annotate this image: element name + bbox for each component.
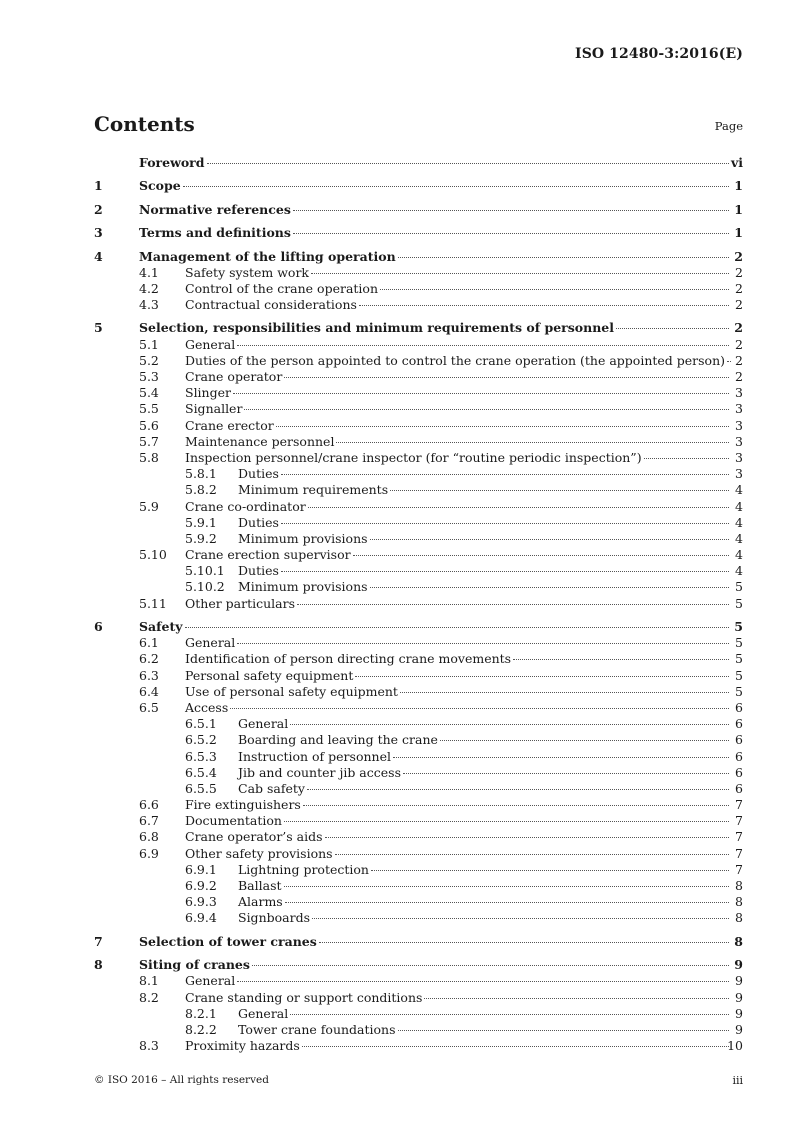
toc-entry-page: 2 bbox=[735, 297, 743, 313]
toc-entry[interactable] bbox=[94, 320, 743, 336]
toc-entry-number: 4.3 bbox=[139, 297, 159, 313]
toc-entry[interactable] bbox=[94, 990, 743, 1006]
dot-leader bbox=[285, 902, 729, 903]
toc-entry-title: Crane erector bbox=[185, 417, 274, 433]
toc-entry-title: Boarding and leaving the crane bbox=[238, 732, 438, 748]
dot-leader bbox=[237, 643, 729, 644]
dot-leader bbox=[319, 942, 729, 943]
dot-leader bbox=[281, 474, 729, 475]
toc-entry-page: 2 bbox=[735, 336, 743, 352]
toc-entry-title: Fire extinguishers bbox=[185, 797, 301, 813]
toc-entry-page: 5 bbox=[735, 651, 743, 667]
toc-entry[interactable] bbox=[94, 1038, 743, 1054]
toc-entry[interactable] bbox=[94, 202, 743, 218]
toc-entry-page: 4 bbox=[735, 563, 743, 579]
dot-leader bbox=[727, 361, 731, 362]
dot-leader bbox=[400, 692, 729, 693]
toc-entry-number: 5.2 bbox=[139, 352, 159, 368]
toc-entry-page: 10 bbox=[727, 1038, 743, 1054]
dot-leader bbox=[293, 233, 729, 234]
dot-leader bbox=[183, 186, 729, 187]
dot-leader bbox=[290, 1014, 729, 1015]
toc-entry[interactable] bbox=[94, 910, 743, 926]
dot-leader bbox=[290, 724, 729, 725]
toc-entry-page: 8 bbox=[735, 910, 743, 926]
toc-entry[interactable] bbox=[94, 934, 743, 950]
toc-entry-title: Selection of tower cranes bbox=[139, 933, 317, 949]
dot-leader bbox=[233, 393, 729, 394]
toc-entry-number: 5.10.2 bbox=[185, 579, 225, 595]
dot-leader bbox=[284, 821, 729, 822]
dot-leader bbox=[237, 981, 729, 982]
toc-entry[interactable] bbox=[94, 418, 743, 434]
toc-entry-page: 9 bbox=[735, 1005, 743, 1021]
toc-entry-title: Alarms bbox=[238, 894, 283, 910]
toc-entry-number: 5.11 bbox=[139, 595, 167, 611]
dot-leader bbox=[370, 587, 729, 588]
toc-entry-number: 6.5.3 bbox=[185, 748, 217, 764]
toc-entry-number: 4.1 bbox=[139, 264, 159, 280]
toc-entry-number: 6.9.1 bbox=[185, 861, 217, 877]
toc-entry[interactable] bbox=[94, 531, 743, 547]
dot-leader bbox=[325, 837, 729, 838]
toc-entry-title: Proximity hazards bbox=[185, 1038, 300, 1054]
toc-entry-page: 2 bbox=[735, 264, 743, 280]
toc-entry-title: Selection, responsibilities and minimum requirements of personnel bbox=[139, 320, 614, 336]
toc-entry[interactable] bbox=[94, 797, 743, 813]
toc-entry[interactable] bbox=[94, 1022, 743, 1038]
toc-entry-page: 4 bbox=[735, 498, 743, 514]
toc-entry[interactable] bbox=[94, 813, 743, 829]
toc-entry-page: 4 bbox=[735, 530, 743, 546]
toc-entry-title: Control of the crane operation bbox=[185, 280, 379, 296]
toc-entry[interactable] bbox=[94, 337, 743, 353]
toc-entry-page: 1 bbox=[734, 178, 743, 194]
toc-entry[interactable] bbox=[94, 957, 743, 973]
dot-leader bbox=[380, 289, 729, 290]
toc-entry-page: 8 bbox=[735, 894, 743, 910]
toc-entry-title: Identification of person directing crane movements bbox=[185, 651, 512, 667]
toc-entry-title: Documentation bbox=[185, 813, 282, 829]
toc-entry[interactable] bbox=[94, 482, 743, 498]
toc-entry-title: Crane erection supervisor bbox=[185, 547, 351, 563]
table-of-contents bbox=[94, 155, 743, 1054]
toc-entry-page: 6 bbox=[735, 716, 743, 732]
toc-entry-title: Contractual considerations bbox=[185, 297, 357, 313]
toc-entry-title: Lightning protection bbox=[238, 861, 369, 877]
toc-entry-number: 5 bbox=[94, 320, 103, 336]
dot-leader bbox=[312, 918, 729, 919]
toc-entry-number: 8.1 bbox=[139, 973, 159, 989]
toc-entry[interactable] bbox=[94, 249, 743, 265]
dot-leader bbox=[398, 1030, 729, 1031]
toc-entry-number: 6.7 bbox=[139, 813, 159, 829]
dot-leader bbox=[370, 539, 729, 540]
toc-entry[interactable] bbox=[94, 353, 743, 369]
toc-entry[interactable] bbox=[94, 596, 743, 612]
toc-entry-title: Crane standing or support conditions bbox=[185, 989, 423, 1005]
toc-entry-page: 6 bbox=[735, 748, 743, 764]
toc-entry-page: 9 bbox=[735, 1021, 743, 1037]
toc-entry-number: 8.2 bbox=[139, 989, 159, 1005]
toc-entry-page: 3 bbox=[735, 449, 743, 465]
dot-leader bbox=[230, 708, 729, 709]
toc-entry-page: 3 bbox=[735, 401, 743, 417]
toc-entry-number: 5.7 bbox=[139, 433, 159, 449]
toc-entry-title: Minimum requirements bbox=[238, 482, 389, 498]
toc-entry-page: 1 bbox=[734, 201, 743, 217]
toc-entry-number: 6.9.4 bbox=[185, 910, 217, 926]
toc-entry-title: Minimum provisions bbox=[238, 579, 368, 595]
toc-entry-title: General bbox=[185, 973, 236, 989]
toc-entry-page: 7 bbox=[735, 813, 743, 829]
toc-entry-number: 6.3 bbox=[139, 667, 159, 683]
toc-entry[interactable] bbox=[94, 579, 743, 595]
toc-entry-page: 4 bbox=[735, 547, 743, 563]
toc-entry-number: 5.9.2 bbox=[185, 530, 217, 546]
toc-entry-page: 6 bbox=[735, 780, 743, 796]
toc-entry-number: 3 bbox=[94, 225, 103, 241]
dot-leader bbox=[398, 257, 729, 258]
dot-leader bbox=[353, 555, 729, 556]
toc-entry-page: 4 bbox=[735, 482, 743, 498]
toc-entry[interactable] bbox=[94, 749, 743, 765]
toc-entry-title: Duties of the person appointed to control the crane operation (the appointed person) bbox=[185, 352, 726, 368]
toc-entry-number: 8.2.1 bbox=[185, 1005, 217, 1021]
toc-entry-title: Inspection personnel/crane inspector (for “routine periodic inspection”) bbox=[185, 449, 642, 465]
toc-entry-number: 6.9.2 bbox=[185, 878, 217, 893]
toc-entry-title: Foreword bbox=[139, 155, 205, 170]
toc-entry-title: Siting of cranes bbox=[139, 957, 250, 973]
dot-leader bbox=[207, 163, 730, 164]
toc-entry[interactable] bbox=[94, 178, 743, 194]
toc-entry[interactable] bbox=[94, 563, 743, 579]
dot-leader bbox=[297, 604, 729, 605]
toc-entry[interactable] bbox=[94, 155, 743, 171]
toc-entry-number: 8.2.2 bbox=[185, 1021, 217, 1037]
toc-entry-title: Duties bbox=[238, 514, 279, 530]
toc-entry-number: 5.8.2 bbox=[185, 482, 217, 498]
toc-entry-title: Normative references bbox=[139, 201, 291, 217]
toc-entry[interactable] bbox=[94, 973, 743, 989]
toc-entry-page: 2 bbox=[735, 280, 743, 296]
toc-entry-page: 5 bbox=[734, 619, 743, 634]
dot-leader bbox=[440, 740, 729, 741]
dot-leader bbox=[284, 377, 729, 378]
toc-entry[interactable] bbox=[94, 846, 743, 862]
document-identifier: ISO 12480-3:2016(E) bbox=[575, 46, 743, 62]
toc-entry-page: 9 bbox=[734, 957, 743, 973]
toc-entry[interactable] bbox=[94, 547, 743, 563]
dot-leader bbox=[336, 442, 729, 443]
toc-entry[interactable] bbox=[94, 894, 743, 910]
toc-entry-number: 7 bbox=[94, 933, 103, 949]
dot-leader bbox=[513, 659, 729, 660]
toc-entry-number: 5.6 bbox=[139, 417, 159, 433]
toc-entry[interactable] bbox=[94, 732, 743, 748]
toc-entry-page: 2 bbox=[735, 369, 743, 384]
toc-entry[interactable] bbox=[94, 385, 743, 401]
toc-entry-page: 8 bbox=[735, 878, 743, 893]
toc-entry[interactable] bbox=[94, 434, 743, 450]
toc-entry-page: 3 bbox=[735, 466, 743, 482]
toc-entry[interactable] bbox=[94, 651, 743, 667]
dot-leader bbox=[616, 328, 729, 329]
toc-entry-number: 5.4 bbox=[139, 385, 159, 401]
footer-page-number: iii bbox=[732, 1074, 743, 1087]
toc-entry-page: 5 bbox=[735, 667, 743, 683]
toc-entry[interactable] bbox=[94, 499, 743, 515]
toc-entry-number: 6.9 bbox=[139, 845, 159, 861]
toc-entry[interactable] bbox=[94, 862, 743, 878]
toc-entry-number: 6.5.5 bbox=[185, 780, 217, 796]
toc-entry-number: 6.6 bbox=[139, 797, 159, 813]
toc-entry[interactable] bbox=[94, 466, 743, 482]
toc-entry-page: 5 bbox=[735, 683, 743, 699]
dot-leader bbox=[276, 426, 729, 427]
toc-entry-title: Scope bbox=[139, 178, 181, 194]
toc-entry-number: 8.3 bbox=[139, 1038, 159, 1054]
toc-entry[interactable] bbox=[94, 765, 743, 781]
toc-entry-title: Minimum provisions bbox=[238, 530, 368, 546]
toc-entry-page: 2 bbox=[735, 352, 743, 368]
toc-entry-number: 6.5.4 bbox=[185, 764, 217, 780]
toc-entry-title: General bbox=[238, 1005, 289, 1021]
dot-leader bbox=[303, 805, 729, 806]
toc-entry-title: Safety bbox=[139, 619, 183, 634]
page-column-label: Page bbox=[714, 119, 743, 133]
toc-entry[interactable] bbox=[94, 265, 743, 281]
toc-entry-title: Tower crane foundations bbox=[238, 1021, 396, 1037]
toc-entry-page: 7 bbox=[735, 861, 743, 877]
toc-entry-title: General bbox=[185, 336, 236, 352]
toc-entry-number: 6.5.1 bbox=[185, 716, 217, 732]
toc-entry[interactable] bbox=[94, 619, 743, 635]
dot-leader bbox=[185, 627, 730, 628]
toc-entry-number: 4 bbox=[94, 248, 103, 264]
toc-entry-number: 5.8.1 bbox=[185, 466, 217, 482]
toc-entry-title: Management of the lifting operation bbox=[139, 248, 396, 264]
toc-entry[interactable] bbox=[94, 716, 743, 732]
toc-entry[interactable] bbox=[94, 515, 743, 531]
toc-entry-title: Instruction of personnel bbox=[238, 748, 391, 764]
toc-entry-title: Slinger bbox=[185, 385, 231, 401]
toc-entry-number: 8 bbox=[94, 957, 103, 973]
toc-entry-page: 2 bbox=[734, 248, 743, 264]
toc-entry-number: 4.2 bbox=[139, 280, 159, 296]
toc-entry-page: 8 bbox=[734, 933, 743, 949]
toc-entry-number: 5.8 bbox=[139, 449, 159, 465]
toc-entry-title: Crane co-ordinator bbox=[185, 498, 306, 514]
toc-entry[interactable] bbox=[94, 281, 743, 297]
toc-entry-number: 1 bbox=[94, 178, 103, 194]
dot-leader bbox=[281, 523, 729, 524]
toc-entry-title: Signboards bbox=[238, 910, 310, 926]
toc-entry-number: 6.5.2 bbox=[185, 732, 217, 748]
toc-entry-title: Access bbox=[185, 699, 229, 715]
dot-leader bbox=[355, 676, 729, 677]
toc-entry-number: 5.10 bbox=[139, 547, 167, 563]
toc-entry[interactable] bbox=[94, 1006, 743, 1022]
toc-entry-number: 6.9.3 bbox=[185, 894, 217, 910]
toc-entry-page: 1 bbox=[734, 225, 743, 241]
page-title: Contents bbox=[94, 112, 195, 136]
toc-entry[interactable] bbox=[94, 829, 743, 845]
toc-entry-title: Crane operator’s aids bbox=[185, 829, 323, 845]
toc-entry-number: 2 bbox=[94, 201, 103, 217]
toc-entry-title: General bbox=[238, 716, 289, 732]
toc-entry-number: 6.2 bbox=[139, 651, 159, 667]
toc-entry-number: 6.5 bbox=[139, 699, 159, 715]
dot-leader bbox=[390, 490, 729, 491]
toc-entry-page: 3 bbox=[735, 433, 743, 449]
toc-entry-page: 5 bbox=[735, 579, 743, 595]
toc-entry-page: 7 bbox=[735, 797, 743, 813]
toc-entry-number: 5.9.1 bbox=[185, 514, 217, 530]
toc-entry[interactable] bbox=[94, 635, 743, 651]
toc-entry-title: Terms and definitions bbox=[139, 225, 291, 241]
dot-leader bbox=[371, 870, 729, 871]
toc-entry-title: Crane operator bbox=[185, 369, 283, 384]
toc-entry[interactable] bbox=[94, 668, 743, 684]
dot-leader bbox=[311, 273, 729, 274]
toc-entry-title: Use of personal safety equipment bbox=[185, 683, 398, 699]
dot-leader bbox=[252, 965, 729, 966]
toc-entry-number: 6 bbox=[94, 619, 103, 634]
toc-entry-title: Signaller bbox=[185, 401, 243, 417]
toc-entry[interactable] bbox=[94, 369, 743, 385]
toc-entry-page: 9 bbox=[735, 973, 743, 989]
dot-leader bbox=[293, 210, 729, 211]
toc-entry-title: Maintenance personnel bbox=[185, 433, 335, 449]
toc-entry[interactable] bbox=[94, 781, 743, 797]
toc-entry-page: 7 bbox=[735, 845, 743, 861]
toc-entry-page: 3 bbox=[735, 385, 743, 401]
dot-leader bbox=[644, 458, 729, 459]
toc-entry-title: Ballast bbox=[238, 878, 282, 893]
toc-entry-page: 6 bbox=[735, 699, 743, 715]
toc-entry-title: Duties bbox=[238, 466, 279, 482]
toc-entry-page: 5 bbox=[735, 595, 743, 611]
toc-entry-title: Other particulars bbox=[185, 595, 296, 611]
toc-entry-title: Cab safety bbox=[238, 780, 305, 796]
toc-entry-title: Personal safety equipment bbox=[185, 667, 354, 683]
toc-entry-number: 6.8 bbox=[139, 829, 159, 845]
toc-entry[interactable] bbox=[94, 401, 743, 417]
toc-entry-number: 5.5 bbox=[139, 401, 159, 417]
dot-leader bbox=[308, 507, 729, 508]
dot-leader bbox=[281, 571, 729, 572]
toc-entry-page: 5 bbox=[735, 635, 743, 651]
dot-leader bbox=[335, 854, 729, 855]
dot-leader bbox=[302, 1046, 729, 1047]
toc-entry[interactable] bbox=[94, 297, 743, 313]
toc-entry[interactable] bbox=[94, 878, 743, 894]
toc-entry[interactable] bbox=[94, 450, 743, 466]
toc-entry-number: 5.1 bbox=[139, 336, 159, 352]
toc-entry[interactable] bbox=[94, 225, 743, 241]
dot-leader bbox=[393, 757, 729, 758]
toc-entry[interactable] bbox=[94, 684, 743, 700]
toc-entry-number: 5.3 bbox=[139, 369, 159, 384]
toc-entry-number: 6.4 bbox=[139, 683, 159, 699]
toc-entry-title: Safety system work bbox=[185, 264, 310, 280]
dot-leader bbox=[403, 773, 729, 774]
toc-entry-title: Duties bbox=[238, 563, 279, 579]
dot-leader bbox=[424, 998, 729, 999]
toc-entry-page: 9 bbox=[735, 989, 743, 1005]
dot-leader bbox=[237, 345, 729, 346]
dot-leader bbox=[244, 409, 729, 410]
toc-entry-title: Other safety provisions bbox=[185, 845, 333, 861]
toc-entry[interactable] bbox=[94, 700, 743, 716]
toc-entry-title: Jib and counter jib access bbox=[238, 764, 401, 780]
dot-leader bbox=[359, 305, 729, 306]
toc-entry-page: 7 bbox=[735, 829, 743, 845]
toc-entry-page: 3 bbox=[735, 417, 743, 433]
footer-copyright: © ISO 2016 – All rights reserved bbox=[94, 1074, 269, 1086]
toc-entry-number: 5.9 bbox=[139, 498, 159, 514]
toc-entry-page: 4 bbox=[735, 514, 743, 530]
toc-entry-page: 2 bbox=[734, 320, 743, 336]
toc-entry-title: General bbox=[185, 635, 236, 651]
toc-entry-number: 6.1 bbox=[139, 635, 159, 651]
toc-entry-page: 6 bbox=[735, 764, 743, 780]
toc-entry-page: vi bbox=[730, 155, 743, 170]
dot-leader bbox=[284, 886, 729, 887]
toc-entry-page: 6 bbox=[735, 732, 743, 748]
dot-leader bbox=[307, 789, 729, 790]
toc-entry-number: 5.10.1 bbox=[185, 563, 225, 579]
